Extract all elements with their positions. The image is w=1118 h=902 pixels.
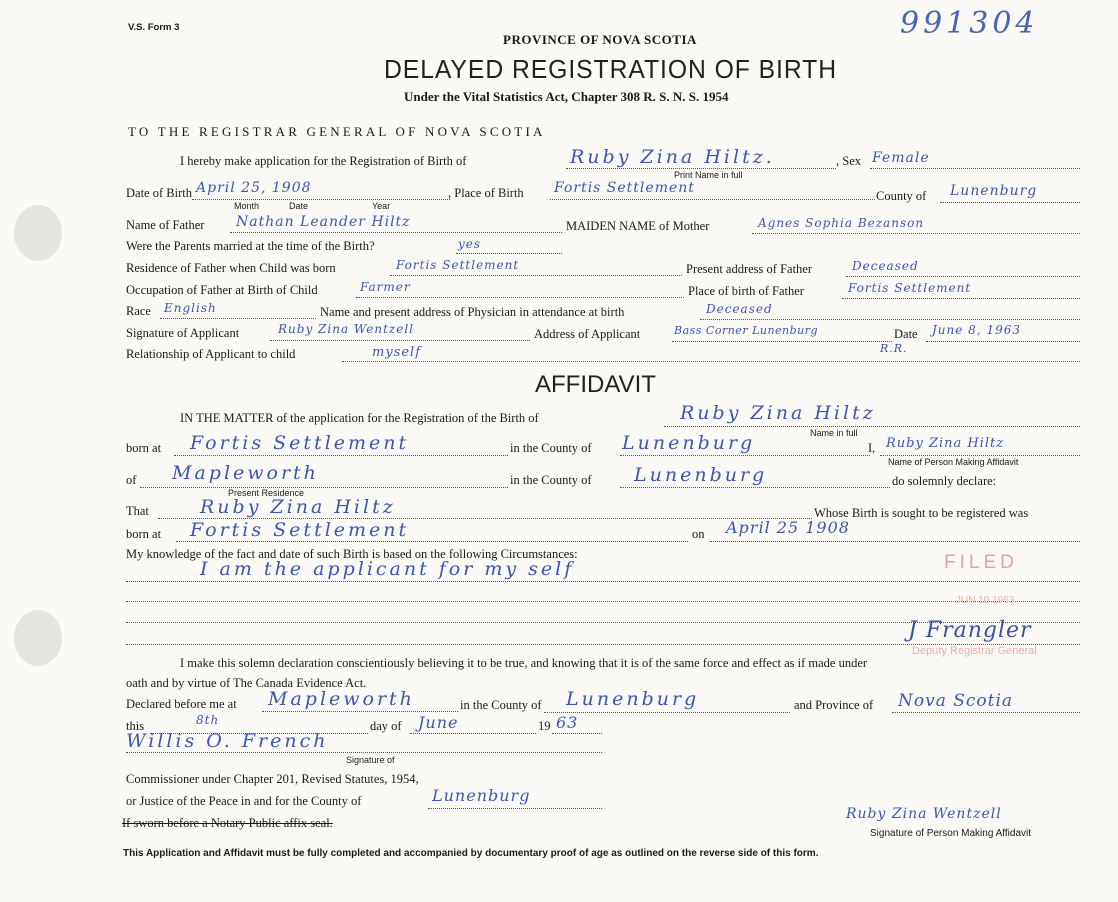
year-line [552, 733, 602, 734]
year-prefix: 19 [538, 719, 551, 733]
i-label: I, [868, 441, 876, 455]
maker-signature-caption: Signature of Person Making Affidavit [870, 828, 1032, 839]
father-birthplace-line [842, 298, 1080, 299]
date-label: Date [894, 327, 918, 341]
maker-signature: Ruby Zina Wentzell [846, 806, 1002, 822]
married-field-line [456, 253, 562, 254]
occupation-field-line [356, 297, 684, 298]
sig-applicant-label: Signature of Applicant [126, 326, 240, 340]
county1-label: in the County of [510, 441, 592, 455]
father-label: Name of Father [126, 218, 205, 232]
circumstances-line-1 [126, 581, 1080, 582]
month-caption: Month [234, 201, 260, 211]
signature-of-caption: Signature of [346, 755, 395, 765]
pob-field-line [550, 199, 875, 200]
province-label: and Province of [794, 698, 874, 712]
born-at2-line [176, 541, 688, 542]
on-label: on [692, 527, 705, 541]
filed-stamp: FILED [944, 552, 1018, 573]
name-field-line [566, 168, 836, 169]
month-field: June [418, 713, 459, 732]
justice-line [428, 808, 602, 809]
father-field-line [230, 232, 562, 233]
year-field: 63 [556, 713, 579, 732]
file-number: 991304 [900, 6, 1039, 41]
sex-label: , Sex [836, 154, 861, 168]
declared-field: Mapleworth [268, 688, 415, 710]
province-line [892, 712, 1080, 713]
commissioner-line: Commissioner under Chapter 201, Revised Statutes, 1954, [126, 772, 419, 786]
solemn-declaration-1: I make this solemn declaration conscientiously believing it to be true, and knowing that it is of the same force and effect as if made under [180, 656, 868, 670]
present-address-label: Present address of Father [686, 262, 813, 276]
form-title: DELAYED REGISTRATION OF BIRTH [384, 54, 838, 84]
county3-line [544, 712, 790, 713]
declared-line [262, 711, 458, 712]
residence-aff-field: Mapleworth [172, 462, 319, 484]
of-label: of [126, 473, 137, 487]
solemn-declaration-2: oath and by virtue of The Canada Evidence Act. [126, 676, 367, 690]
dob-label: Date of Birth [126, 186, 192, 200]
race-field: English [164, 301, 217, 315]
born-at2-label: born at [126, 527, 162, 541]
official-signature: J Frangler [908, 618, 1032, 643]
father-field: Nathan Leander Hiltz [236, 214, 411, 230]
physician-field-line [700, 319, 1080, 320]
circumstances-field: I am the applicant for my self [200, 558, 575, 580]
matter-label: IN THE MATTER of the application for the Registration of the Birth of [180, 411, 539, 425]
declared-label: Declared before me at [126, 697, 237, 711]
relationship-field-line [342, 361, 1080, 362]
that-label: That [126, 504, 149, 518]
form-number: V.S. Form 3 [128, 22, 180, 33]
present-address-field: Deceased [852, 259, 919, 273]
notary-line: If sworn before a Notary Public affix seal. [122, 816, 333, 830]
i-line [880, 455, 1080, 456]
mother-label: MAIDEN NAME of Mother [566, 219, 710, 233]
province-heading: PROVINCE OF NOVA SCOTIA [503, 32, 697, 47]
county2-field: Lunenburg [634, 464, 768, 486]
pob-label: , Place of Birth [448, 186, 524, 200]
pob-field: Fortis Settlement [554, 180, 695, 196]
commissioner-sig-line [126, 752, 602, 753]
addr-applicant-line [672, 341, 892, 342]
occupation-label: Occupation of Father at Birth of Child [126, 283, 318, 297]
affidavit-heading: AFFIDAVIT [535, 371, 656, 398]
punch-hole [14, 205, 62, 261]
dob-field-line [192, 199, 450, 200]
footer-note: This Application and Affidavit must be fully completed and accompanied by documentary proof of age as outlined on the reverse side of this form. [123, 848, 819, 859]
addr-applicant-label: Address of Applicant [534, 327, 641, 341]
born-at-field: Fortis Settlement [190, 432, 410, 454]
day-of-label: day of [370, 719, 402, 733]
county2-label: in the County of [510, 473, 592, 487]
sex-field-line [870, 168, 1080, 169]
county3-label: in the County of [460, 698, 542, 712]
county1-field: Lunenburg [622, 432, 756, 454]
sig-applicant-line [270, 340, 530, 341]
born-at-label: born at [126, 441, 162, 455]
present-address-line [846, 276, 1080, 277]
justice-label: or Justice of the Peace in and for the County of [126, 794, 362, 808]
date-field: June 8, 1963 [932, 323, 1021, 337]
county-label: County of [876, 189, 927, 203]
on-field: April 25 1908 [726, 518, 850, 537]
date-caption: Date [289, 201, 309, 211]
mother-field: Agnes Sophia Bezanson [758, 216, 925, 230]
residence-field-line [390, 275, 682, 276]
that-field: Ruby Zina Hiltz [200, 496, 396, 518]
residence-label: Residence of Father when Child was born [126, 261, 336, 275]
circumstances-line-2 [126, 601, 1080, 602]
dob-field: April 25, 1908 [196, 180, 312, 196]
county-field-line [940, 202, 1080, 203]
whose-birth-label: Whose Birth is sought to be registered was [814, 506, 1029, 520]
father-birthplace-label: Place of birth of Father [688, 284, 804, 298]
province-field: Nova Scotia [898, 691, 1014, 711]
relationship-field: myself [372, 345, 422, 360]
date-field-line [926, 341, 1080, 342]
physician-field: Deceased [706, 302, 773, 316]
county2-line [620, 487, 890, 488]
residence-field: Fortis Settlement [396, 258, 520, 272]
physician-label: Name and present address of Physician in attendance at birth [320, 305, 625, 319]
married-label: Were the Parents married at the time of the Birth? [126, 239, 375, 253]
applicant-name-field: Ruby Zina Hiltz. [570, 146, 775, 168]
form-subtitle: Under the Vital Statistics Act, Chapter 308 R. S. N. S. 1954 [404, 89, 729, 104]
on-line [710, 541, 1080, 542]
sex-field: Female [872, 150, 930, 166]
print-name-caption: Print Name in full [674, 170, 743, 180]
married-field: yes [458, 237, 482, 251]
name-in-full-caption: Name in full [810, 428, 858, 438]
i-field: Ruby Zina Hiltz [886, 436, 1005, 451]
commissioner-signature: Willis O. French [126, 730, 329, 752]
occupation-field: Farmer [360, 280, 411, 294]
mother-field-line [752, 233, 1080, 234]
maker-name-caption: Name of Person Making Affidavit [888, 457, 1019, 467]
stamp-title: Deputy Registrar General [912, 645, 1037, 657]
date-note: R.R. [880, 342, 908, 355]
relationship-label: Relationship of Applicant to child [126, 347, 296, 361]
residence-aff-line [140, 487, 508, 488]
matter-field-line [664, 426, 1080, 427]
born-at-line [174, 455, 508, 456]
stamp-date: JUN 10 1963 [956, 595, 1015, 606]
addr-applicant-field: Bass Corner Lunenburg [674, 324, 819, 337]
race-field-line [160, 318, 316, 319]
county-field: Lunenburg [950, 183, 1038, 199]
year-caption: Year [372, 201, 391, 211]
race-label: Race [126, 304, 151, 318]
born-at2-field: Fortis Settlement [190, 519, 410, 541]
application-intro: I hereby make application for the Registration of Birth of [180, 154, 467, 168]
justice-field: Lunenburg [432, 786, 531, 805]
matter-field: Ruby Zina Hiltz [680, 402, 876, 424]
addressee: TO THE REGISTRAR GENERAL OF NOVA SCOTIA [128, 124, 546, 139]
sig-applicant-field: Ruby Zina Wentzell [278, 322, 415, 336]
this-label: this [126, 719, 145, 733]
father-birthplace-field: Fortis Settlement [848, 281, 972, 295]
declare-label: do solemnly declare: [892, 474, 997, 488]
present-residence-caption: Present Residence [228, 488, 305, 498]
punch-hole [14, 610, 62, 666]
this-field: 8th [196, 713, 220, 727]
knowledge-label: My knowledge of the fact and date of such Birth is based on the following Circumstances: [126, 547, 578, 561]
month-line [410, 733, 536, 734]
county3-field: Lunenburg [566, 688, 700, 710]
county1-line [620, 455, 870, 456]
